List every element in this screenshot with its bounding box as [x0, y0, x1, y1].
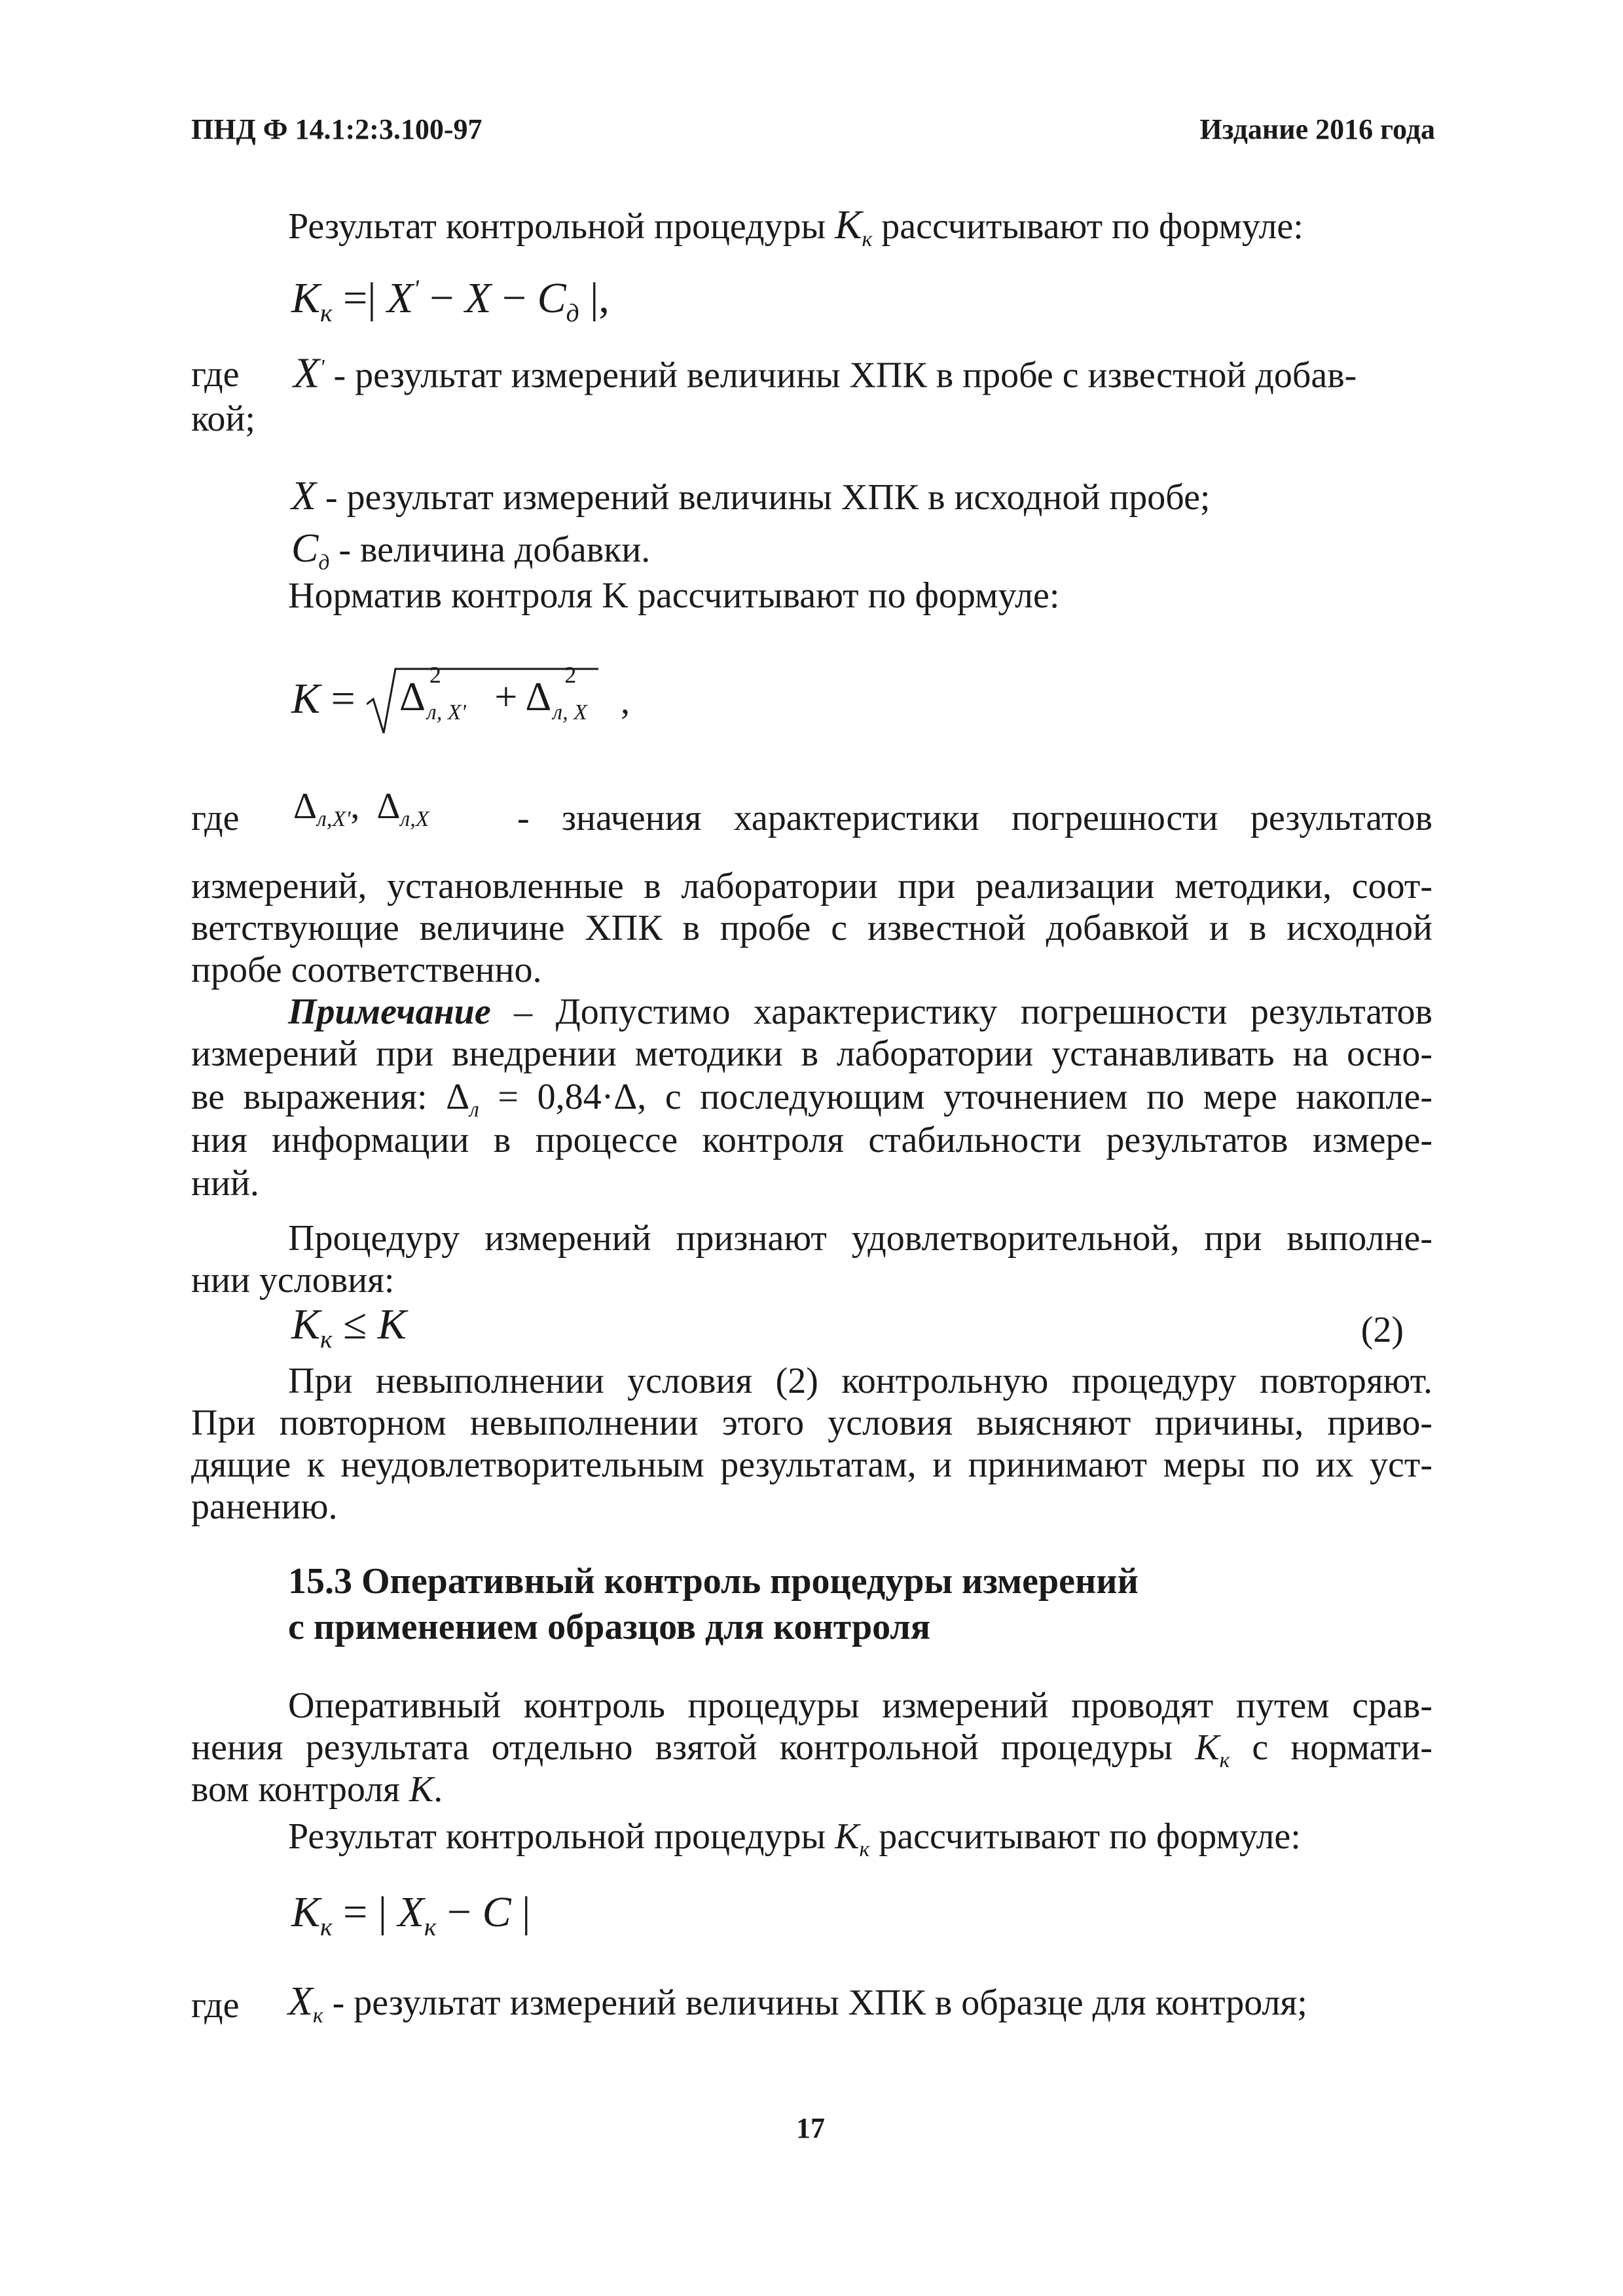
delta-subscript: л,X — [400, 807, 429, 832]
result-intro-text-b: рассчитывают по формуле: — [869, 1816, 1301, 1857]
definition-deltas-text: - значения характеристики погрешности результатов — [517, 798, 1432, 838]
page-number: 17 — [796, 2112, 825, 2144]
c-sub: д — [318, 550, 330, 575]
prime-mark: ' — [319, 355, 325, 380]
para-line: Оперативный контроль процедуры измерений проводят путем срав- — [288, 1685, 1432, 1726]
norm-intro: Норматив контроля K рассчитывают по формуле: — [288, 575, 1060, 616]
xk-sub: к — [312, 2003, 323, 2028]
para-text: с нормати- — [1230, 1727, 1432, 1768]
edition-label: Издание 2016 года — [1199, 113, 1435, 145]
norm-symbol: K — [409, 1769, 434, 1810]
formula-c: C — [537, 274, 566, 322]
para-line: нии условия: — [191, 1260, 395, 1300]
note-label: Примечание — [288, 992, 491, 1032]
delta-symbol: Δ — [376, 786, 401, 827]
result-intro-text-b: рассчитывают по формуле: — [872, 206, 1304, 247]
x-symbol: X — [291, 474, 316, 518]
delta-lab-sub: л — [469, 1098, 479, 1122]
delta-lab-x: Δ — [525, 675, 552, 719]
result-intro-text-a: Результат контрольной процедуры — [288, 206, 835, 247]
equation-number: (2) — [1360, 1310, 1404, 1350]
note-line: ния информации в процессе контроля стабильности результатов измере- — [191, 1120, 1432, 1160]
formula-close: | — [511, 1888, 531, 1936]
formula-lhs-sub: к — [320, 1912, 333, 1942]
result-intro — [288, 204, 1304, 260]
formula-lhs: K — [291, 675, 321, 723]
square-exponent: 2 — [564, 662, 577, 688]
plus-sign: + — [484, 675, 526, 719]
formula-x: X — [465, 274, 492, 322]
radicand — [399, 662, 604, 725]
definition-x-prime — [293, 347, 1357, 397]
delta-lab-xprime: Δ — [399, 675, 426, 719]
note-line: ний. — [191, 1163, 259, 1204]
xk-symbol: X — [288, 1979, 313, 2024]
formula-x-sub: к — [424, 1912, 437, 1942]
formula-c-sub: д — [566, 298, 579, 328]
formula-lhs: K — [291, 274, 321, 322]
formula-close: |, — [579, 274, 610, 322]
formula-lhs-sub: к — [320, 298, 333, 328]
para-line: измерений, установленные в лаборатории при реализации методики, соот- — [191, 866, 1432, 906]
note-text: ве выражения: Δ — [191, 1077, 470, 1117]
formula-minus: − — [418, 274, 465, 322]
definition-text: - результат измерений величины ХПК в исходной пробе; — [316, 477, 1211, 518]
c-symbol: C — [291, 526, 319, 571]
separator: , — [350, 786, 360, 827]
square-exponent: 2 — [429, 662, 441, 688]
para-line: Процедуру измерений признают удовлетворительной, при выполне- — [288, 1218, 1432, 1259]
result-symbol-sub: к — [1219, 1748, 1230, 1773]
formula-lhs-sub: к — [320, 1325, 333, 1354]
definition-deltas — [293, 785, 429, 832]
note-line — [288, 991, 1432, 1033]
delta-subscript: л,X' — [317, 807, 351, 832]
para-text: нения результата отдельно взятой контрольной процедуры — [191, 1727, 1195, 1768]
formula-kk-sample — [291, 1888, 530, 1942]
definition-text: - результат измерений величины ХПК в образце для контроля; — [323, 1982, 1307, 2023]
definition-text: - результат измерений величины ХПК в пробе с известной добав- — [324, 355, 1357, 396]
note-text: = 0,84·Δ, с последующим уточнением по мере накопле- — [479, 1077, 1432, 1117]
note-dash: – — [490, 992, 556, 1032]
definition-continuation: кой; — [191, 399, 255, 439]
para-line: пробе соответственно. — [191, 950, 542, 990]
formula-minus: − — [491, 274, 538, 322]
definition-x — [291, 475, 1210, 518]
para-line: ранению. — [191, 1486, 338, 1527]
result-symbol-sub: к — [859, 1837, 870, 1862]
para-text: вом контроля — [191, 1769, 409, 1810]
note-line: измерений при внедрении методики в лаборатории устанавливать на осно- — [191, 1033, 1432, 1074]
delta-subscript: л, X' — [426, 700, 466, 725]
para-line — [191, 1768, 443, 1810]
delta-subscript: л, X — [553, 700, 587, 725]
result-symbol: K — [835, 203, 862, 247]
result-symbol-sub: к — [862, 227, 873, 252]
formula-lhs: K — [291, 1300, 321, 1348]
para-line: дящие к неудовлетворительным результатам, и принимают меры по их уст- — [191, 1444, 1432, 1485]
formula-minus: − — [436, 1888, 483, 1936]
x-prime-symbol: X — [293, 349, 320, 397]
where-label: где — [191, 354, 240, 395]
formula-condition — [291, 1300, 407, 1354]
para-line: При невыполнении условия (2) контрольную процедуру повторяют. — [288, 1361, 1432, 1401]
result-symbol: K — [835, 1816, 860, 1857]
formula-c: C — [482, 1888, 511, 1936]
result-intro-text-a: Результат контрольной процедуры — [288, 1816, 835, 1857]
result-intro — [288, 1816, 1301, 1871]
delta-indices — [426, 662, 484, 725]
formula-prime: ' — [413, 274, 419, 303]
formula-eq: =| — [332, 274, 387, 322]
formula-norm-k — [291, 674, 356, 724]
delta-indices — [551, 662, 604, 725]
formula-x-prime: X — [386, 274, 414, 322]
section-heading: с применением образцов для контроля — [288, 1607, 931, 1647]
para-line: ветствующие величине ХПК в пробе с известной добавкой и в исходной — [191, 908, 1432, 948]
formula-leq: ≤ — [332, 1300, 378, 1348]
formula-rhs: K — [377, 1300, 407, 1348]
para-text: . — [433, 1769, 443, 1810]
para-line: При повторном невыполнении этого условия выясняют причины, приво- — [191, 1403, 1432, 1443]
note-text: Допустимо характеристику погрешности результатов — [555, 992, 1433, 1032]
where-label: где — [191, 1985, 240, 2026]
result-symbol: K — [1195, 1727, 1220, 1768]
definition-text: - величина добавки. — [329, 529, 651, 570]
doc-code: ПНД Ф 14.1:2:3.100-97 — [191, 113, 483, 145]
formula-eq: = — [320, 675, 356, 723]
delta-symbol: Δ — [293, 786, 318, 827]
formula-x: X — [397, 1888, 424, 1936]
where-label: где — [191, 798, 240, 838]
formula-kk-addition — [291, 274, 610, 328]
formula-comma: , — [621, 681, 630, 722]
section-heading: 15.3 Оперативный контроль процедуры измерений — [288, 1561, 1139, 1602]
formula-lhs: K — [291, 1888, 321, 1936]
formula-eq: = | — [332, 1888, 398, 1936]
definition-xk — [288, 1981, 1307, 2037]
